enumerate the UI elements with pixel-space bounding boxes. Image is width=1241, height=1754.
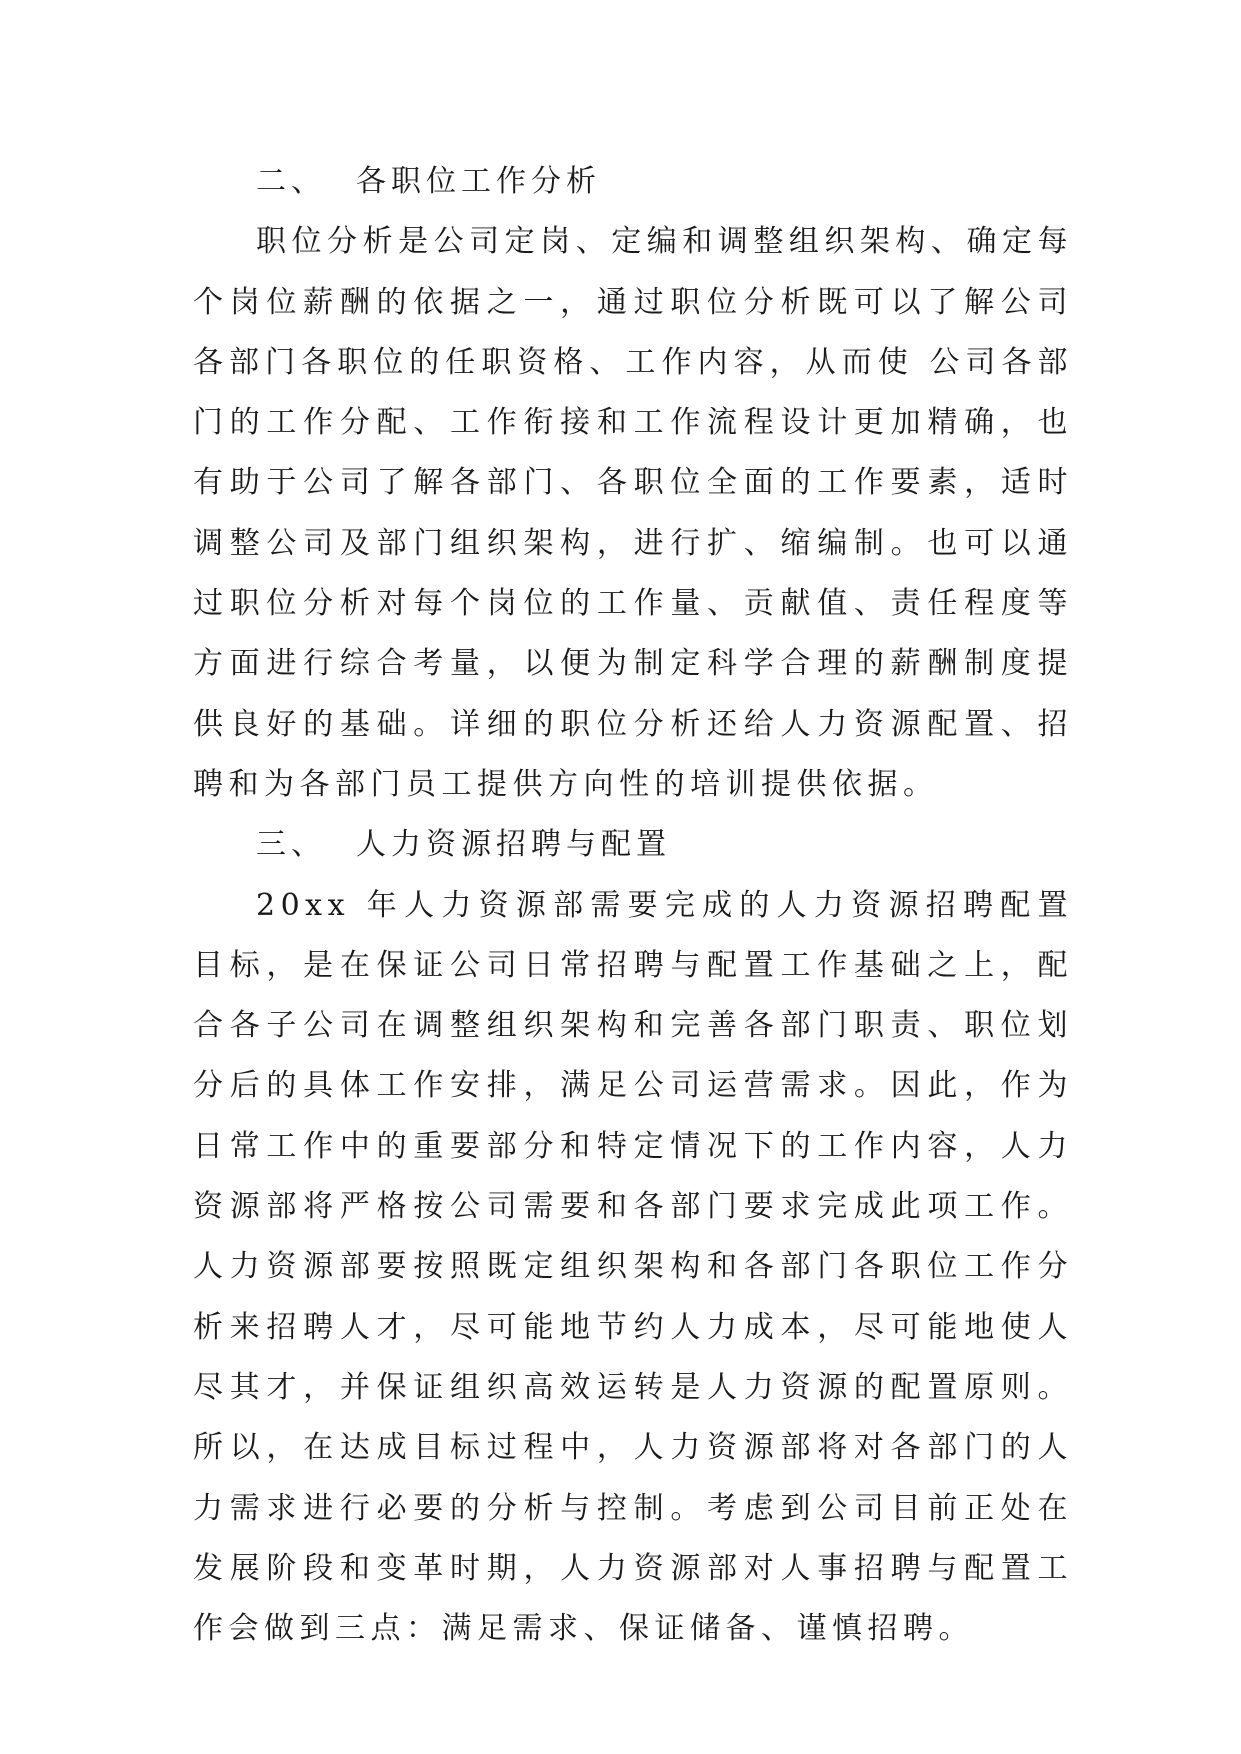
section-paragraph-2: 职位分析是公司定岗、定编和调整组织架构、确定每个岗位薪酬的依据之一，通过职位分析既可以了解公司各部门各职位的任职资格、工作内容，从而使 公司各部门的工作分配、工作衔接和工作流程设计更加精确，也有助于公司了解各部门、各职位全面的工作要素，适时调整公司及部门组织架构，进行扩、缩编制。也可以通过职位分析对每个岗位的工作量、贡献值、责任程度等方面进行综合考量，以便为制定科学合理的薪酬制度提供良好的基础。详细的职位分析还给人力资源配置、招聘和为各部门员工提供方向性的培训提供依据。	[193, 224, 1073, 802]
section-number: 三、	[256, 827, 326, 863]
section-number: 二、	[256, 164, 326, 199]
section-heading-2	[193, 152, 1073, 212]
section-title: 各职位工作分析	[356, 164, 601, 199]
section-heading-3	[193, 815, 1073, 875]
document-body	[193, 152, 1073, 1659]
section-title: 人力资源招聘与配置	[356, 827, 671, 863]
section-paragraph-3: 20xx 年人力资源部需要完成的人力资源招聘配置目标，是在保证公司日常招聘与配置工作基础之上，配合各子公司在调整组织架构和完善各部门职责、职位划分后的具体工作安排，满足公司运营需求。因此，作为日常工作中的重要部分和特定情况下的工作内容，人力资源部将严格按公司需要和各部门要求完成此项工作。人力资源部要按照既定组织架构和各部门各职位工作分析来招聘人才，尽可能地节约人力成本，尽可能地使人尽其才，并保证组织高效运转是人力资源的配置原则。所以，在达成目标过程中，人力资源部将对各部门的人力需求进行必要的分析与控制。考虑到公司目前正处在发展阶段和变革时期，人力资源部对人事招聘与配置工作会做到三点：满足需求、保证储备、谨慎招聘。	[193, 887, 1073, 1647]
